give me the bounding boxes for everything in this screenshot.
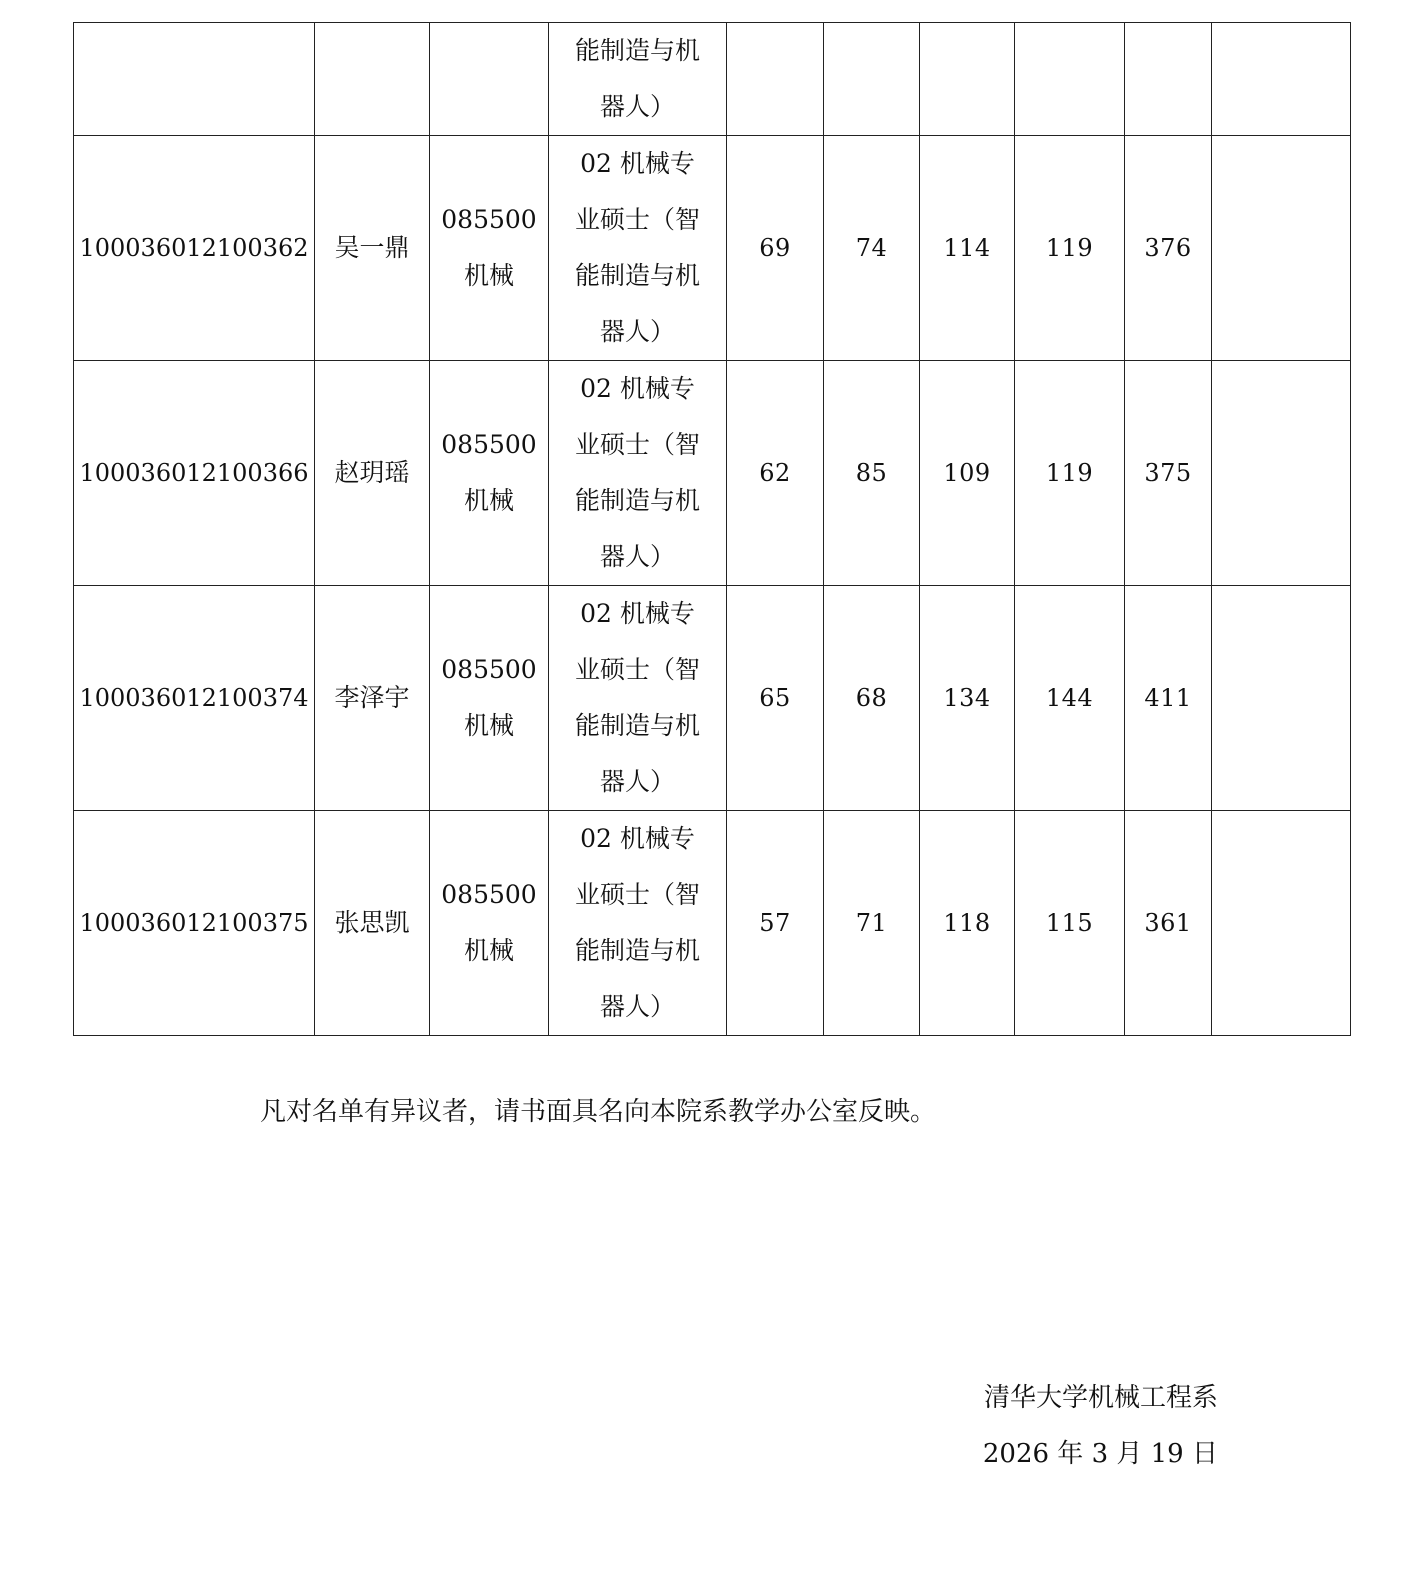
remark-cell xyxy=(1212,361,1351,586)
score-3-cell: 114 xyxy=(920,136,1015,361)
direction-cell xyxy=(549,361,727,586)
score-2-cell: 85 xyxy=(824,361,920,586)
major-name: 机械 xyxy=(463,711,514,740)
direction-line: 02 机械专 xyxy=(580,374,695,403)
score-2-cell xyxy=(824,23,920,136)
score-2-cell: 74 xyxy=(824,136,920,361)
name-cell xyxy=(315,23,430,136)
score-4-cell xyxy=(1015,23,1125,136)
major-cell xyxy=(430,586,549,811)
score-4-cell: 115 xyxy=(1015,811,1125,1036)
major-cell xyxy=(430,23,549,136)
direction-line: 02 机械专 xyxy=(580,599,695,628)
score-4-cell: 119 xyxy=(1015,361,1125,586)
direction-line: 业硕士（智 xyxy=(574,655,700,684)
score-1-cell: 65 xyxy=(727,586,824,811)
direction-line: 能制造与机 xyxy=(574,486,700,515)
remark-cell xyxy=(1212,811,1351,1036)
direction-line: 能制造与机 xyxy=(574,711,700,740)
direction-cell xyxy=(549,586,727,811)
major-name: 机械 xyxy=(463,936,514,965)
table-row-partial xyxy=(74,23,1351,136)
name-cell: 吴一鼎 xyxy=(315,136,430,361)
table-row xyxy=(74,136,1351,361)
direction-line: 能制造与机 xyxy=(574,936,700,965)
remark-cell xyxy=(1212,23,1351,136)
direction-cell xyxy=(549,23,727,136)
direction-line: 能制造与机 xyxy=(574,36,700,65)
score-1-cell: 69 xyxy=(727,136,824,361)
remark-cell xyxy=(1212,136,1351,361)
direction-line: 业硕士（智 xyxy=(574,205,700,234)
direction-cell xyxy=(549,811,727,1036)
direction-line: 业硕士（智 xyxy=(574,430,700,459)
exam-id-cell: 100036012100375 xyxy=(74,811,315,1036)
major-cell xyxy=(430,136,549,361)
name-cell: 张思凯 xyxy=(315,811,430,1036)
major-cell xyxy=(430,811,549,1036)
exam-id-cell: 100036012100362 xyxy=(74,136,315,361)
name-cell: 赵玥瑶 xyxy=(315,361,430,586)
total-cell xyxy=(1125,23,1212,136)
score-2-cell: 68 xyxy=(824,586,920,811)
major-name: 机械 xyxy=(463,486,514,515)
major-code: 085500 xyxy=(441,430,537,459)
major-code: 085500 xyxy=(441,655,537,684)
score-3-cell: 118 xyxy=(920,811,1015,1036)
name-cell: 李泽宇 xyxy=(315,586,430,811)
direction-line: 器人） xyxy=(599,767,675,796)
direction-line: 业硕士（智 xyxy=(574,880,700,909)
direction-line: 器人） xyxy=(599,992,675,1021)
score-4-cell: 144 xyxy=(1015,586,1125,811)
major-code: 085500 xyxy=(441,205,537,234)
major-code: 085500 xyxy=(441,880,537,909)
direction-cell xyxy=(549,136,727,361)
exam-id-cell: 100036012100366 xyxy=(74,361,315,586)
direction-line: 02 机械专 xyxy=(580,824,695,853)
score-2-cell: 71 xyxy=(824,811,920,1036)
total-cell: 376 xyxy=(1125,136,1212,361)
admission-list-table xyxy=(73,22,1351,1036)
direction-line: 能制造与机 xyxy=(574,261,700,290)
remark-cell xyxy=(1212,586,1351,811)
score-3-cell: 109 xyxy=(920,361,1015,586)
total-cell: 375 xyxy=(1125,361,1212,586)
objection-notice: 凡对名单有异议者，请书面具名向本院系教学办公室反映。 xyxy=(260,1097,937,1127)
score-1-cell: 62 xyxy=(727,361,824,586)
direction-line: 器人） xyxy=(599,92,675,121)
department-name: 清华大学机械工程系 xyxy=(983,1383,1218,1413)
major-cell xyxy=(430,361,549,586)
total-cell: 361 xyxy=(1125,811,1212,1036)
score-3-cell xyxy=(920,23,1015,136)
direction-line: 器人） xyxy=(599,542,675,571)
direction-line: 器人） xyxy=(599,317,675,346)
signature-date: 2026 年 3 月 19 日 xyxy=(982,1439,1218,1469)
signature-block xyxy=(983,1370,1218,1482)
score-3-cell: 134 xyxy=(920,586,1015,811)
table-row xyxy=(74,361,1351,586)
exam-id-cell: 100036012100374 xyxy=(74,586,315,811)
score-1-cell: 57 xyxy=(727,811,824,1036)
table-row xyxy=(74,811,1351,1036)
total-cell: 411 xyxy=(1125,586,1212,811)
exam-id-cell xyxy=(74,23,315,136)
score-4-cell: 119 xyxy=(1015,136,1125,361)
direction-line: 02 机械专 xyxy=(580,149,695,178)
score-1-cell xyxy=(727,23,824,136)
table-row xyxy=(74,586,1351,811)
major-name: 机械 xyxy=(463,261,514,290)
